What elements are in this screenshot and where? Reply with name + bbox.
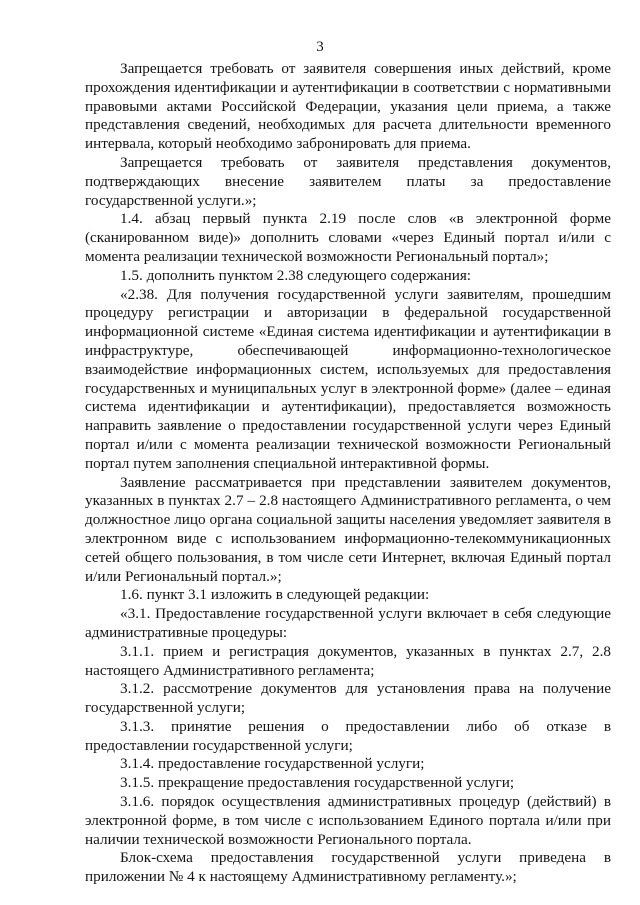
paragraph-item-1-4: 1.4. абзац первый пункта 2.19 после слов «в электронной форме (сканированном виде)» дополнить словами «через Единый портал и/или с момента реализации технической возможности Региональный портал»; bbox=[85, 210, 611, 265]
paragraph-payment-documents: Запрещается требовать от заявителя представления документов, подтверждающих внесение заявителем платы за предоставление государственной услуги.»; bbox=[85, 153, 611, 209]
paragraph-procedure-3-1-4: 3.1.4. предоставление государственной услуги; bbox=[120, 755, 425, 773]
paragraph-identification-requirements: Запрещается требовать от заявителя совершения иных действий, кроме прохождения идентификации и аутентификации в соответствии с нормативными правовыми актами Российской Федерации, указания цели приема, а также представления сведений, необходимых для расчета длительности временного интервала, который необходимо забронировать для приема. bbox=[85, 60, 611, 153]
paragraph-procedure-3-1-5: 3.1.5. прекращение предоставления государственной услуги; bbox=[120, 774, 515, 792]
paragraph-item-1-6: 1.6. пункт 3.1 изложить в следующей редакции: bbox=[120, 586, 430, 604]
paragraph-clause-3-1: «3.1. Предоставление государственной услуги включает в себя следующие административные процедуры: bbox=[85, 605, 611, 641]
paragraph-procedure-3-1-6: 3.1.6. порядок осуществления административных процедур (действий) в электронной форме, в том числе с использованием Единого портала и/или при наличии технической возможности Регионального портала. bbox=[85, 793, 611, 848]
paragraph-application-review: Заявление рассматривается при представлении заявителем документов, указанных в пунктах 2.7 – 2.8 настоящего Административного регламента, о чем должностное лицо органа социальной защиты населения уведомляет заявителя в электронном виде с использованием информационно-телекоммуникационных сетей общего пользования, в том числе сети Интернет, включая Единый портал и/или Региональный портал.»; bbox=[85, 473, 611, 585]
page-number: 3 bbox=[316, 39, 324, 55]
paragraph-flowchart-reference: Блок-схема предоставления государственной услуги приведена в приложении № 4 к настоящему Административному регламенту.»; bbox=[85, 849, 611, 886]
paragraph-procedure-3-1-3: 3.1.3. принятие решения о предоставлении либо об отказе в предоставлении государственной услуги; bbox=[85, 717, 611, 754]
paragraph-procedure-3-1-1: 3.1.1. прием и регистрация документов, указанных в пунктах 2.7, 2.8 настоящего Административного регламента; bbox=[85, 642, 611, 679]
document-body bbox=[85, 60, 611, 887]
paragraph-procedure-3-1-2: 3.1.2. рассмотрение документов для установления права на получение государственной услуги; bbox=[85, 680, 611, 717]
paragraph-item-1-5: 1.5. дополнить пунктом 2.38 следующего содержания: bbox=[120, 266, 472, 284]
paragraph-clause-2-38: «2.38. Для получения государственной услуги заявителям, прошедшим процедуру регистрации и авторизации в федеральной государственной информационной системе «Единая система идентификации и аутентификации в инфраструктуре, обеспечивающей информационно-технологическое взаимодействие информационных систем, используемых для предоставления государственных и муниципальных услуг в электронной форме» (далее – единая система идентификации и аутентификации), предоставляется возможность направить заявление о предоставлении государственной услуги через Единый портал и/или с момента реализации технической возможности Региональный портал путем заполнения специальной интерактивной формы. bbox=[85, 285, 611, 472]
